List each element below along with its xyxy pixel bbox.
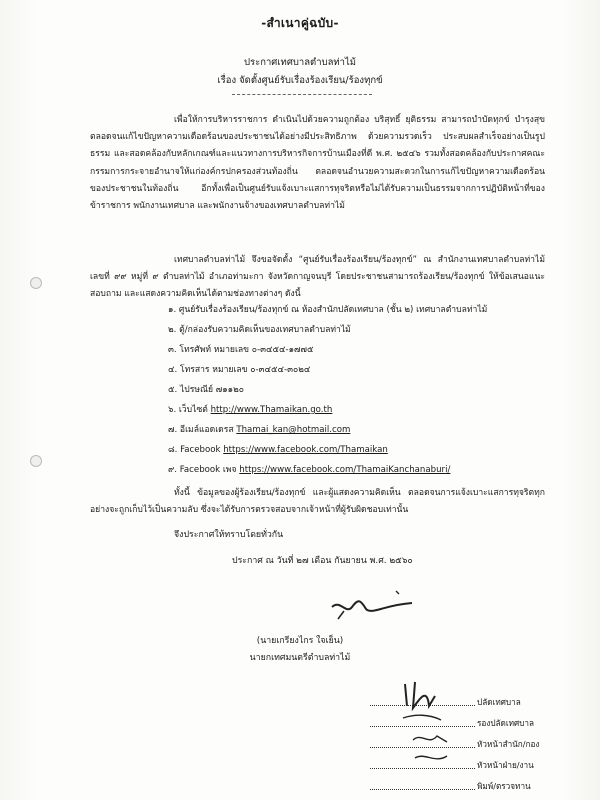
list-item: ๕. ไปรษณีย์ ๗๑๑๒๐ [168,385,245,395]
announcement-subject: เรื่อง จัดตั้งศูนย์รับเรื่องร้องเรียน/ร้องทุกข์ [217,75,383,86]
copy-stamp: -สำเนาคู่ฉบับ- [261,16,339,30]
paragraph-confidential [90,485,545,519]
title-divider [232,94,372,95]
punch-hole [30,455,42,467]
punch-hole [30,277,42,289]
approval-row: หัวหน้าสำนัก/กอง [362,732,562,753]
list-item: ๖. เว็บไซต์ http://www.Thamaikan.go.th [168,405,333,415]
approval-row: รองปลัดเทศบาล [362,711,562,732]
paragraph-text: เพื่อให้การบริหารราชการ ดำเนินไปด้วยความถูกต้อง บริสุทธิ์ ยุติธรรม สามารถบำบัดทุกข์ บำรุงสุข ตลอดจนแก้ไขปัญหาความเดือดร้อนของประชาชนได้อย่างมีประสิทธิภาพ ด้วยความรวดเร็ว ประสบผลสำเร็จอย่างเป็นรูปธรรม และสอดคล้องกับหลักเกณฑ์และแนวทางการบริหารกิจการบ้านเมืองที่ดี พ.ศ. ๒๕๔๖ รวมทั้งสอดคล้องกับประกาศคณะกรรมการกระจายอำนาจให้แก่องค์กรปกครองส่วนท้องถิ่น ตลอดจนอำนวยความสะดวกในการแก้ไขปัญหาความเดือดร้อนของประชาชนในท้องถิ่น อีกทั้งเพื่อเป็นศูนย์รับแจ้งเบาะแสการทุจริตหรือไม่ได้รับความเป็นธรรมจากการปฏิบัติหน้าที่ของข้าราชการ พนักงานเทศบาล และพนักงานจ้างของเทศบาลตำบลท่าไม้ [90,115,545,212]
paragraph-purpose [90,112,545,215]
list-item: ๔. โทรสาร หมายเลข ๐-๓๔๕๔-๓๐๒๔ [168,365,311,375]
approval-block [362,690,562,795]
list-item: ๗. อีเมล์แอดเดรส Thamai_kan@hotmail.com [168,425,351,435]
list-item: ๑. ศูนย์รับเรื่องร้องเรียน/ร้องทุกข์ ณ ห้องสำนักปลัดเทศบาล (ชั้น ๒) เทศบาลตำบลท่าไม้ [168,305,488,315]
paragraph-text: ทั้งนี้ ข้อมูลของผู้ร้องเรียน/ร้องทุกข์ และผู้แสดงความคิดเห็น ตลอดจนการแจ้งเบาะแสการทุจริตทุกอย่างจะถูกเก็บไว้เป็นความลับ ซึ่งจะได้รับการตรวจสอบจากเจ้าหน้าที่ผู้รับผิดชอบเท่านั้น [90,488,545,516]
paragraph-text: เทศบาลตำบลท่าไม้ จึงขอจัดตั้ง “ศูนย์รับเรื่องร้องเรียน/ร้องทุกข์” ณ สำนักงานเทศบาลตำบลท่าไม้ เลขที่ ๙๙ หมู่ที่ ๙ ตำบลท่าไม้ อำเภอท่ามะกา จังหวัดกาญจนบุรี โดยประชาชนสามารถร้องเรียน/ร้องทุกข์ ให้ข้อเสนอแนะ สอบถาม และแสดงความคิดเห็นได้ตามช่องทางต่างๆ ดังนี้ [90,255,545,300]
website-link[interactable]: http://www.Thamaikan.go.th [210,405,333,415]
paragraph-establish [90,252,545,304]
list-item: ๘. Facebook https://www.facebook.com/Thamaikan [168,445,388,455]
list-item: ๒. ตู้/กล่องรับความคิดเห็นของเทศบาลตำบลท่าไม้ [168,325,351,335]
signer-position: นายกเทศมนตรีตำบลท่าไม้ [249,653,351,663]
signer-name: (นายเกรียงไกร ใจเย็น) [256,636,344,646]
list-item: ๙. Facebook เพจ https://www.facebook.com/ThamaiKanchanaburi/ [168,465,451,475]
channel-list [168,300,548,480]
approval-row: หัวหน้าฝ่าย/งาน [362,753,562,774]
announcement-title: ประกาศเทศบาลตำบลท่าไม้ [243,57,357,68]
closing-line: จึงประกาศให้ทราบโดยทั่วกัน [174,530,284,540]
handwritten-signature [300,585,420,625]
approval-row: พิมพ์/ตรวจทาน [362,774,562,795]
email-link[interactable]: Thamai_kan@hotmail.com [236,425,351,435]
list-item: ๓. โทรศัพท์ หมายเลข ๐-๓๔๕๔-๑๗๗๕ [168,345,314,355]
facebook-page-link[interactable]: https://www.facebook.com/ThamaiKanchanaburi/ [239,465,451,475]
announcement-date: ประกาศ ณ วันที่ ๒๗ เดือน กันยายน พ.ศ. ๒๕๖๐ [232,556,413,566]
facebook-link[interactable]: https://www.facebook.com/Thamaikan [223,445,388,455]
approval-row: ปลัดเทศบาล [362,690,562,711]
